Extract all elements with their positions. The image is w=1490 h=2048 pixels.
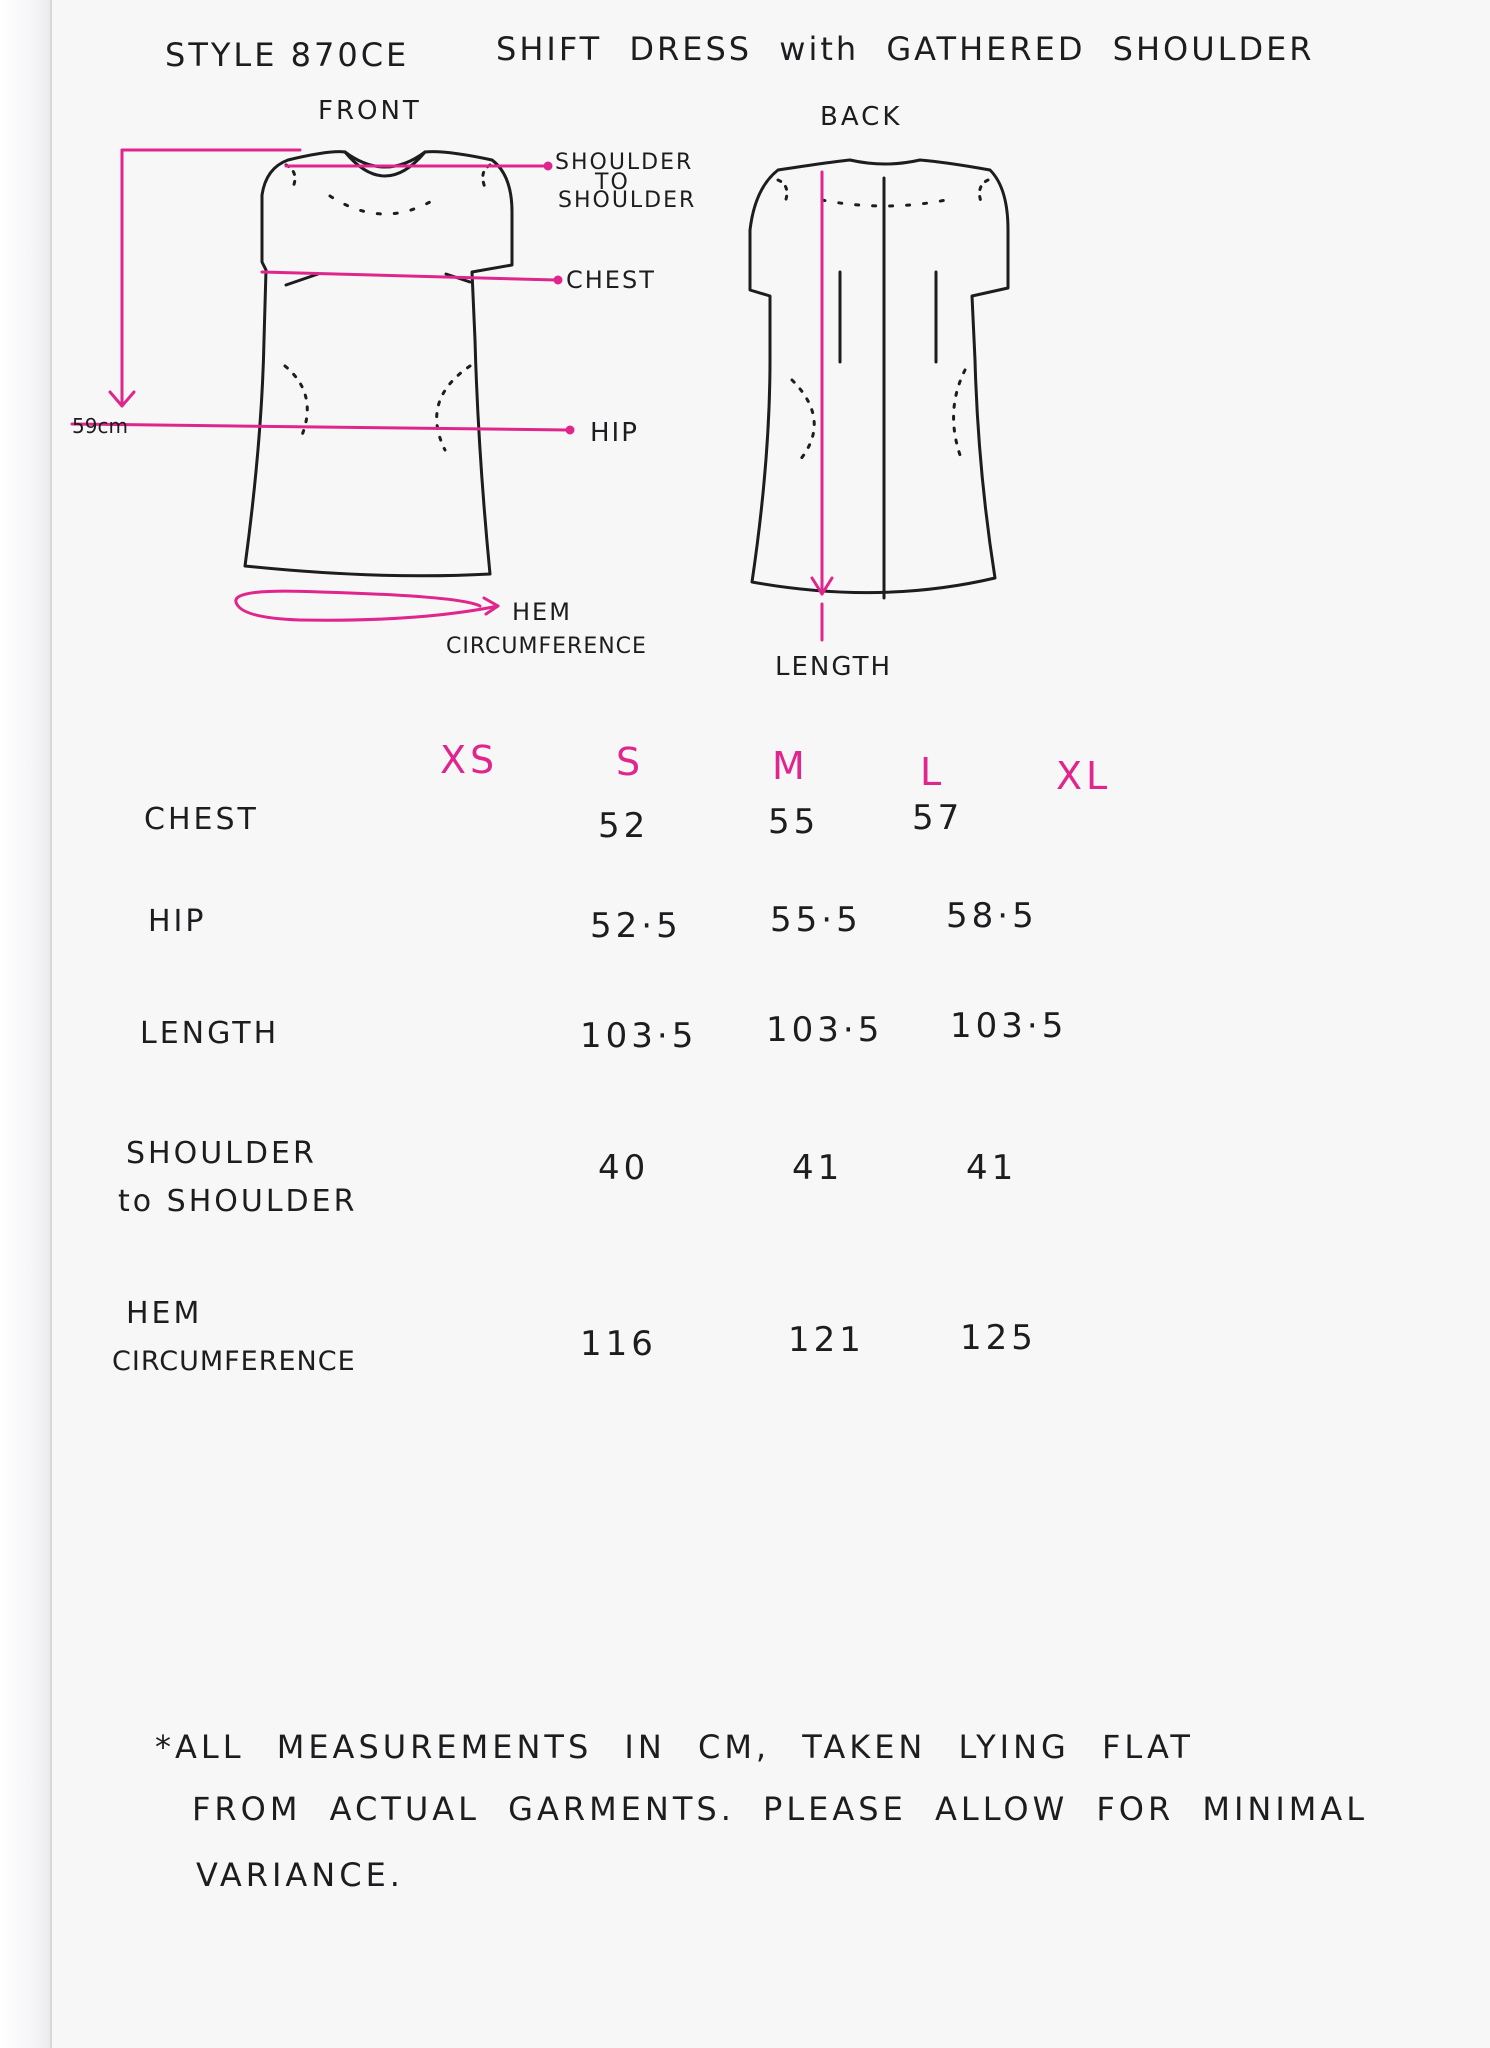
shoulder-callout-line2: TO [595,170,630,195]
hem-callout-line2: CIRCUMFERENCE [446,634,647,659]
front-right-pocket [437,366,470,450]
style-code: STYLE 870CE [165,36,410,74]
cell-chest-l: 57 [912,798,964,838]
cell-chest-s: 52 [598,806,650,846]
front-left-sleeve-gather [286,165,295,190]
cell-hem-m: 121 [788,1320,865,1360]
front-view-label: FRONT [318,96,422,126]
back-dress-outline [750,160,1008,593]
hip-line [72,424,568,430]
footnote-line2: FROM ACTUAL GARMENTS. PLEASE ALLOW FOR MINIMAL [192,1790,1369,1828]
cell-hem-s: 116 [580,1324,657,1364]
footnote-line3: VARIANCE. [196,1856,404,1894]
cell-hem-l: 125 [960,1318,1037,1358]
front-neck-gathers [330,196,440,214]
shoulder-callout-line3: SHOULDER [558,188,697,213]
back-right-sleeve-gather [980,180,988,205]
footnote-line1: *ALL MEASUREMENTS IN CM, TAKEN LYING FLAT [155,1728,1194,1766]
chest-dot [555,277,561,283]
back-view-label: BACK [820,102,903,132]
front-left-dart [286,274,318,285]
measurement-lines [72,150,832,640]
shoulder-callout-line1: SHOULDER [555,150,694,175]
row-label-chest: CHEST [144,802,259,837]
document-title: SHIFT DRESS with GATHERED SHOULDER [496,30,1315,68]
hem-callout-line1: HEM [512,598,572,626]
length-callout: LENGTH [775,652,893,682]
cell-shoulder-s: 40 [598,1148,650,1188]
size-header-m: M [772,744,809,788]
cell-length-s: 103·5 [580,1016,698,1056]
front-neckline [345,152,425,176]
back-dress-sketch [750,160,1008,598]
cell-hip-s: 52·5 [590,906,682,946]
row-label-hem-line1: HEM [126,1296,203,1331]
size-header-xl: XL [1056,754,1112,798]
row-label-length: LENGTH [140,1016,280,1051]
front-dress-sketch [245,152,512,576]
size-header-s: S [616,740,645,784]
row-label-hip: HIP [148,904,207,939]
cell-chest-m: 55 [768,802,820,842]
back-left-sleeve-gather [778,180,787,205]
cell-hip-m: 55·5 [770,900,862,940]
chest-callout: CHEST [566,266,656,294]
back-left-pocket [792,380,814,460]
front-left-pocket [285,366,307,440]
size-header-l: L [920,750,946,794]
garment-diagram [0,0,1490,720]
hem-circumference-loop [236,591,498,620]
back-right-pocket [954,370,965,455]
side-measure-callout: 59cm [72,414,128,438]
cell-shoulder-m: 41 [792,1148,844,1188]
cell-length-m: 103·5 [766,1010,884,1050]
front-dress-outline [245,152,512,576]
cell-hip-l: 58·5 [946,896,1038,936]
cell-length-l: 103·5 [950,1006,1068,1046]
row-label-shoulder-line1: SHOULDER [126,1136,317,1171]
cell-shoulder-l: 41 [966,1148,1018,1188]
row-label-hem-line2: CIRCUMFERENCE [112,1346,356,1377]
row-label-shoulder-line2: to SHOULDER [118,1184,358,1219]
shoulder-dot [545,163,551,169]
hip-callout: HIP [590,418,639,448]
size-header-xs: XS [440,738,499,782]
front-right-sleeve-gather [483,165,490,190]
hip-dot [567,427,573,433]
